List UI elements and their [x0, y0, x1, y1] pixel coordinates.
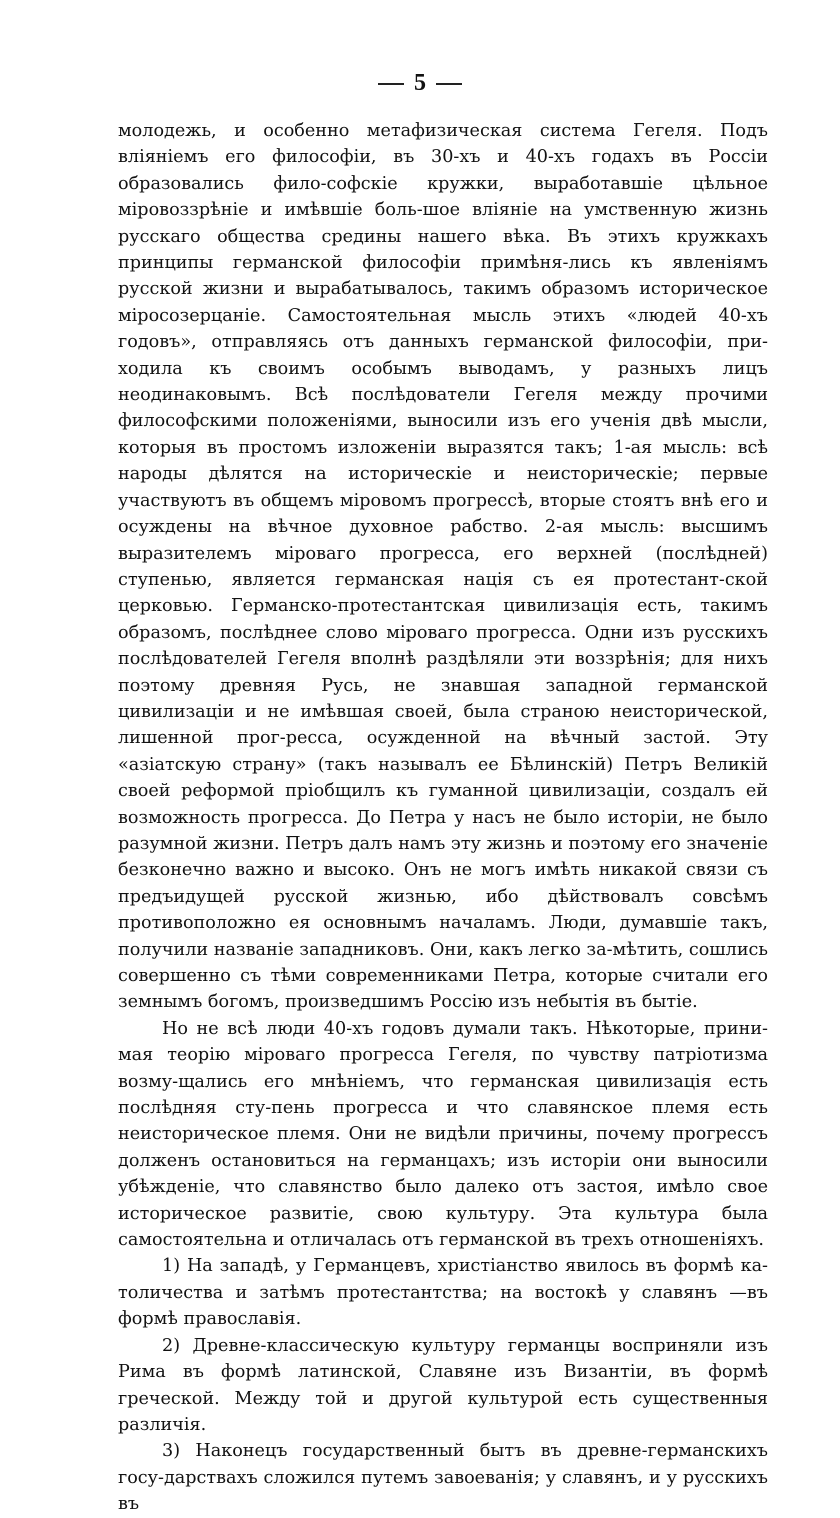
- header-dash-right: [436, 83, 462, 85]
- body-text: [118, 118, 768, 1518]
- list-item-2: 2) Древне-классическую культуру германцы восприняли изъ Рима въ формѣ латинской, Славяне изъ Византіи, въ формѣ греческой. Между той и другой культурой есть существенныя различія.: [118, 1335, 768, 1435]
- paragraph-continuation: молодежь, и особенно метафизическая система Гегеля. Подъ вліяніемъ его философіи, въ 30-хъ и 40-хъ годахъ въ Россіи образовались фило-софскіе кружки, выработавшіе цѣльное міровоззрѣніе и имѣвшіе боль-шое вліяніе на умственную жизнь русскаго общества средины нашего вѣка. Въ этихъ кружкахъ принципы германской философіи примѣня-лись къ явленіямъ русской жизни и вырабатывалось, такимъ образомъ историческое міросозерцаніе. Самостоятельная мысль этихъ «людей 40-хъ годовъ», отправляясь отъ данныхъ германской философіи, при-ходила къ своимъ особымъ выводамъ, у разныхъ лицъ неодинаковымъ. Всѣ послѣдователи Гегеля между прочими философскими положеніями, выносили изъ его ученія двѣ мысли, которыя въ простомъ изложеніи выразятся такъ; 1-ая мысль: всѣ народы дѣлятся на историческіе и неисторическіе; первые участвуютъ въ общемъ міровомъ прогрессѣ, вторые стоятъ внѣ его и осуждены на вѣчное духовное рабство. 2-ая мысль: высшимъ выразителемъ міроваго прогресса, его верхней (послѣдней) ступенью, является германская нація съ ея протестант-ской церковью. Германско-протестантская цивилизація есть, такимъ образомъ, послѣднее слово міроваго прогресса. Одни изъ русскихъ послѣдователей Гегеля вполнѣ раздѣляли эти воззрѣнія; для нихъ поэтому древняя Русь, не знавшая западной германской цивилизаціи и не имѣвшая своей, была страною неисторической, лишенной прог-ресса, осужденной на вѣчный застой. Эту «азіатскую страну» (такъ называлъ ее Бѣлинскій) Петръ Великій своей реформой пріобщилъ къ гуманной цивилизаціи, создалъ ей возможность прогресса. До Петра у насъ не было исторіи, не было разумной жизни. Петръ далъ намъ эту жизнь и поэтому его значеніе безконечно важно и высоко. Онъ не могъ имѣть никакой связи съ предъидущей русской жизнью, ибо дѣйствовалъ совсѣмъ противоположно ея основнымъ началамъ. Люди, думавшіе такъ, получили названіе западниковъ. Они, какъ легко за-мѣтить, сошлись совершенно съ тѣми современниками Петра, которые считали его земнымъ богомъ, произведшимъ Россію изъ небытія въ бытіе.: [118, 121, 768, 1013]
- list-item-1: 1) На западѣ, у Германцевъ, христіанство явилось въ формѣ ка-толичества и затѣмъ протестантства; на востокѣ у славянъ —въ формѣ православія.: [118, 1256, 768, 1330]
- page-number-header: [0, 70, 840, 97]
- page-number: 5: [414, 70, 426, 96]
- list-item-3: 3) Наконецъ государственный бытъ въ древне-германскихъ госу-дарствахъ сложился путемъ завоеванія; у славянъ, и у русскихъ въ: [118, 1441, 768, 1515]
- paragraph-slavophiles: Но не всѣ люди 40-хъ годовъ думали такъ. Нѣкоторые, прини-мая теорію міроваго прогресса Гегеля, по чувству патріотизма возму-щались его мнѣніемъ, что германская цивилизація есть послѣдняя сту-пень прогресса и что славянское племя есть неисторическое племя. Они не видѣли причины, почему прогрессъ долженъ остановиться на германцахъ; изъ исторіи они выносили убѣжденіе, что славянство было далеко отъ застоя, имѣло свое историческое развитіе, свою культуру. Эта культура была самостоятельна и отличалась отъ германской въ трехъ отношеніяхъ.: [118, 1018, 768, 1251]
- header-dash-left: [378, 83, 404, 85]
